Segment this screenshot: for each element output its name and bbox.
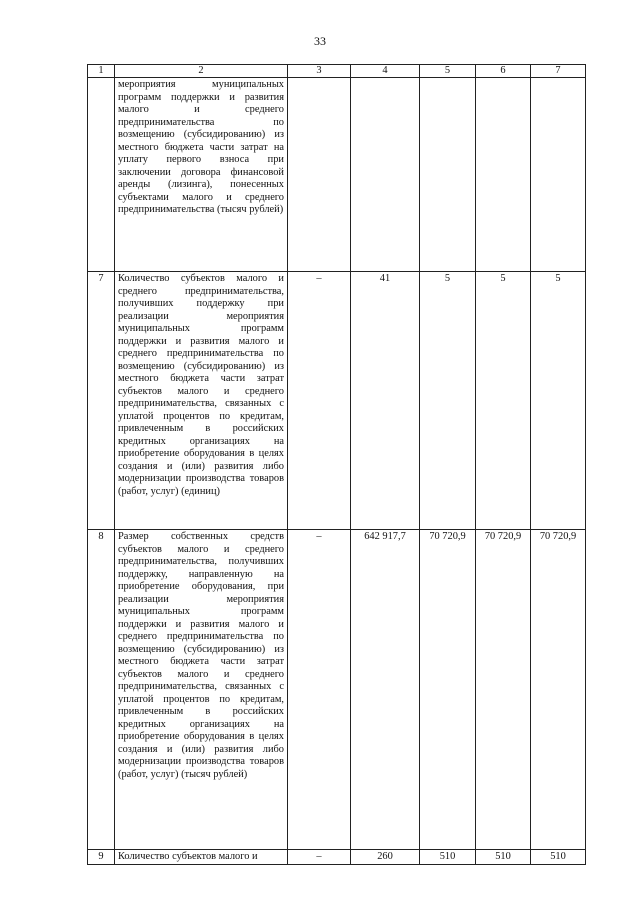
indicator-text: Количество субъектов малого и среднего предпринимательства, получивших поддержку при реализации мероприятия муниципальных программ поддержки и развития малого и среднего предпринимательства по возмещению (субсидированию) из местного бюджета части затрат субъектов малого и среднего предпринимательства, связанных с уплатой процентов по кредитам, привлеченным в российских кредитных организациях на приобретение оборудования в целях создания и (или) развития либо модернизации производства товаров (работ, услуг) (единиц) [115,272,288,530]
value-cell: 5 [420,272,476,530]
indicator-text: Количество субъектов малого и [115,850,288,865]
value-cell: 41 [351,272,420,530]
header-cell: 6 [476,65,531,78]
table-header-row [88,65,586,78]
table-row [88,850,586,865]
value-cell: 510 [420,850,476,865]
header-cell: 2 [115,65,288,78]
page-number: 33 [314,34,326,48]
indicators-table [87,64,586,865]
table-row [88,78,586,272]
row-number [88,78,115,272]
row-number: 8 [88,530,115,850]
header-cell: 1 [88,65,115,78]
value-cell: – [288,530,351,850]
header-cell: 4 [351,65,420,78]
header-cell: 7 [531,65,586,78]
header-cell: 3 [288,65,351,78]
value-cell: 5 [476,272,531,530]
value-cell [476,78,531,272]
value-cell: 70 720,9 [420,530,476,850]
value-cell [420,78,476,272]
row-number: 9 [88,850,115,865]
table-row [88,530,586,850]
value-cell: 260 [351,850,420,865]
value-cell: 5 [531,272,586,530]
value-cell: 510 [531,850,586,865]
value-cell: – [288,850,351,865]
value-cell: 642 917,7 [351,530,420,850]
value-cell [351,78,420,272]
value-cell: 70 720,9 [476,530,531,850]
value-cell [288,78,351,272]
value-cell [531,78,586,272]
row-number: 7 [88,272,115,530]
table-row [88,272,586,530]
value-cell: 510 [476,850,531,865]
value-cell: 70 720,9 [531,530,586,850]
indicator-text: Размер собственных средств субъектов малого и среднего предпринимательства, получивших поддержку, направленную на приобретение оборудования, при реализации мероприятия муниципальных программ поддержки и развития малого и среднего предпринимательства по возмещению (субсидированию) из местного бюджета части затрат субъектов малого и среднего предпринимательства, связанных с уплатой процентов по кредитам, привлеченным в российских кредитных организациях на приобретение оборудования в целях создания и (или) развития либо модернизации производства товаров (работ, услуг) (тысяч рублей) [115,530,288,850]
indicator-text: мероприятия муниципальных программ поддержки и развития малого и среднего предпринимательства по возмещению (субсидированию) из местного бюджета части затрат на уплату первого взноса при заключении договора финансовой аренды (лизинга), понесенных субъектами малого и среднего предпринимательства (тысяч рублей) [115,78,288,272]
value-cell: – [288,272,351,530]
header-cell: 5 [420,65,476,78]
